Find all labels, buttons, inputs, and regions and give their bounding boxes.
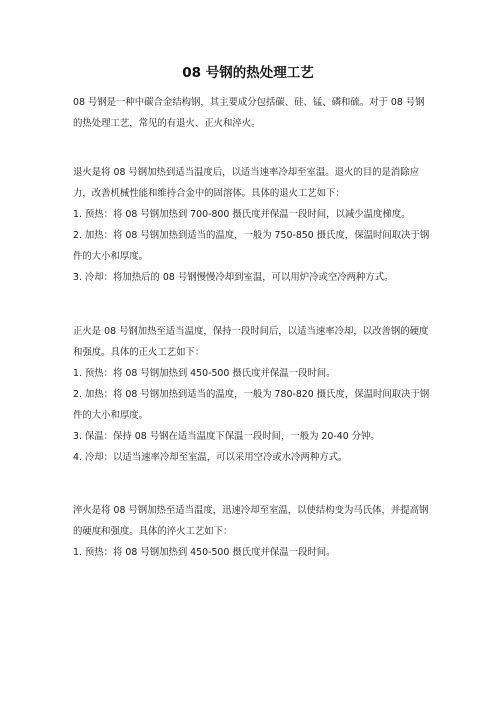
annealing-step-3: 3. 冷却：将加热后的 08 号钢慢慢冷却到室温，可以用炉冷或空冷两种方式。 <box>73 272 394 283</box>
annealing-step-1: 1. 预热：将 08 号钢加热到 700-800 摄氏度并保温一段时间，以减少温度梯度。 <box>73 209 411 220</box>
normalizing-step-1: 1. 预热：将 08 号钢加热到 450-500 摄氏度并保温一段时间。 <box>73 368 336 379</box>
normalizing-intro: 正火是 08 号钢加热至适当温度，保持一段时间后，以适当速率冷却，以改善钢的硬度和强度。具体的正火工艺如下： <box>73 326 429 358</box>
quenching-intro: 淬火是将 08 号钢加热至适当温度，迅速冷却至室温，以使结构变为马氏体，并提高钢的硬度和强度。具体的淬火工艺如下： <box>73 505 429 537</box>
normalizing-step-4: 4. 冷却：以适当速率冷却至室温，可以采用空冷或水冷两种方式。 <box>73 452 348 463</box>
annealing-intro: 退火是将 08 号钢加热到适当温度后，以适当速率冷却至室温。退火的目的是消除应力，改善机械性能和维持合金中的固溶体。具体的退火工艺如下： <box>73 167 420 199</box>
intro-paragraph: 08 号钢是一种中碳合金结构钢，其主要成分包括碳、硅、锰、磷和硫。对于 08 号钢的热处理工艺，常见的有退火、正火和淬火。 <box>73 97 425 129</box>
quenching-step-1: 1. 预热：将 08 号钢加热到 450-500 摄氏度并保温一段时间。 <box>73 547 336 558</box>
normalizing-step-3: 3. 保温：保持 08 号钢在适当温度下保温一段时间，一般为 20-40 分钟。 <box>73 431 380 442</box>
annealing-step-2: 2. 加热：将 08 号钢加热到适当的温度，一般为 750-850 摄氏度，保温时间取决于钢件的大小和厚度。 <box>73 230 430 262</box>
normalizing-step-2: 2. 加热：将 08 号钢加热到适当的温度，一般为 780-820 摄氏度，保温时间取决于钢件的大小和厚度。 <box>73 389 430 421</box>
document-title: 08 号钢的热处理工艺 <box>182 65 314 81</box>
